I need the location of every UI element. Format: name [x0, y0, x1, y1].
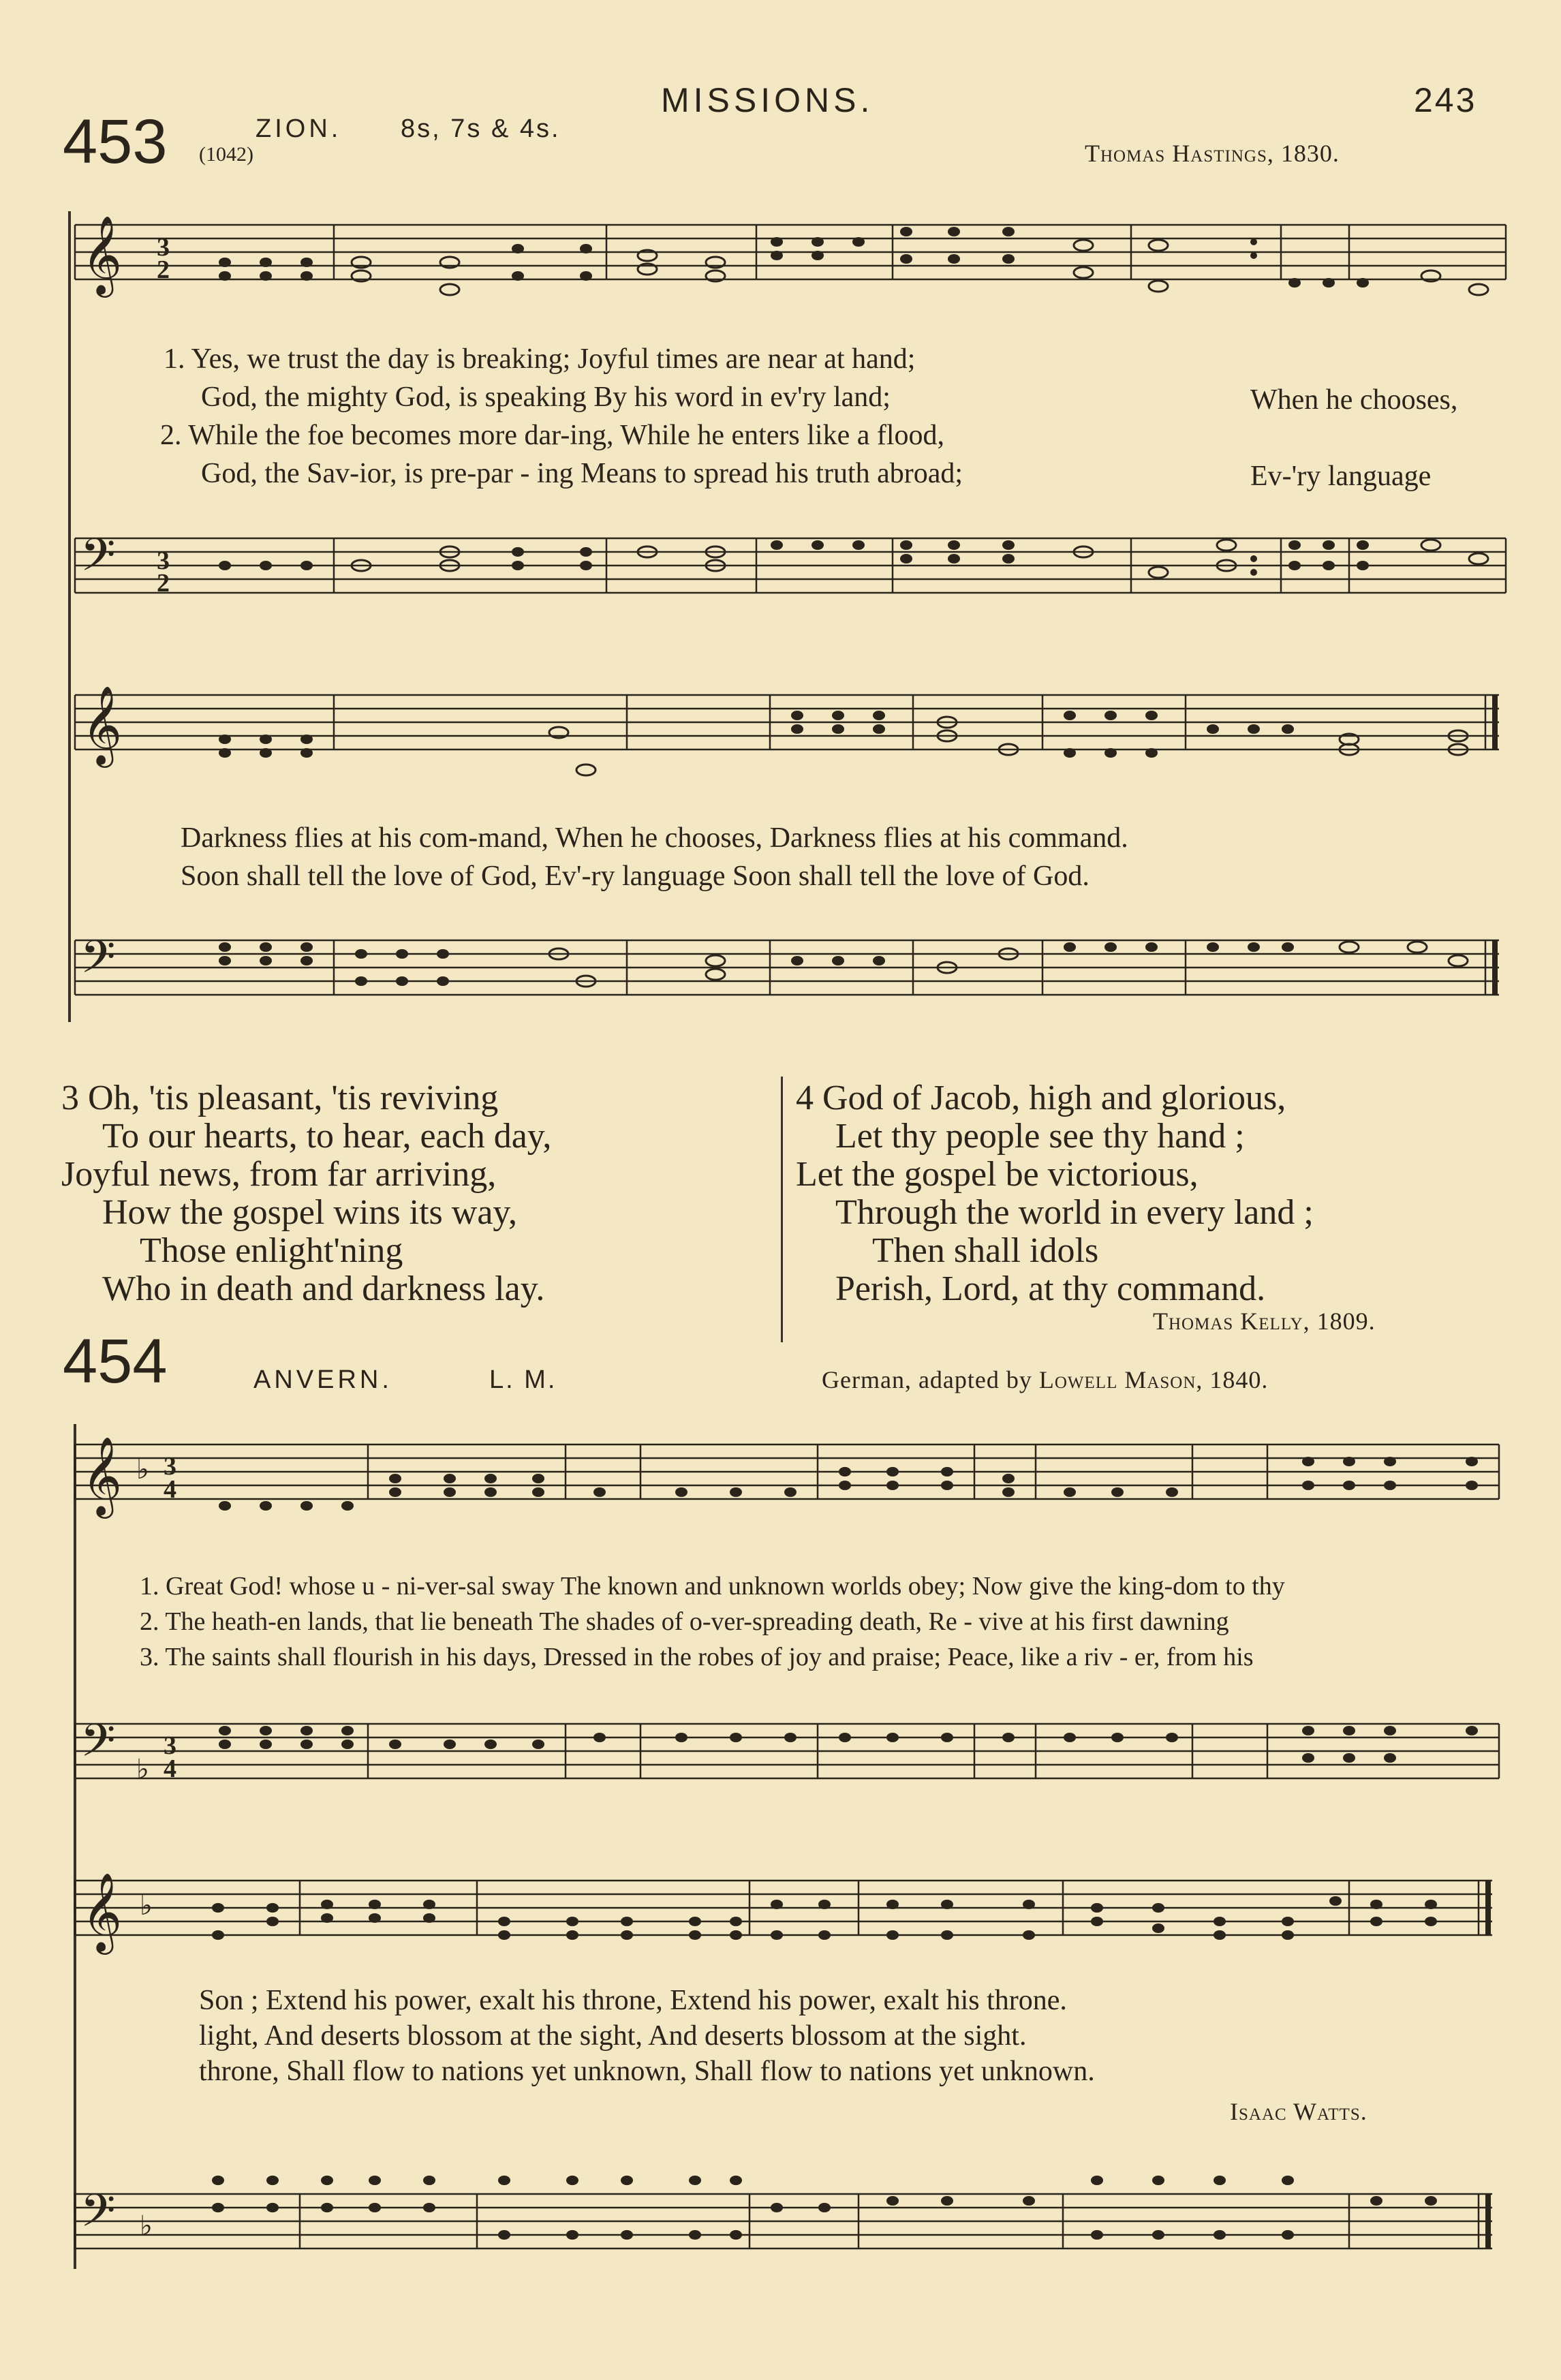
- svg-text:3: 3: [164, 1731, 176, 1760]
- composer-credit-454: [822, 1365, 1268, 1394]
- stanza-4: [796, 1079, 1314, 1308]
- stanza-4-line-3: Let the gospel be victorious,: [796, 1155, 1199, 1194]
- svg-text:𝄢: 𝄢: [80, 1714, 116, 1778]
- lyric-453-1-v2b: God, the Sav-ior, is pre-par - ing Means to spread his truth abroad;: [201, 458, 963, 489]
- svg-text:♭: ♭: [140, 2210, 153, 2242]
- svg-text:♭: ♭: [136, 1454, 149, 1485]
- stanza-3-line-4: How the gospel wins its way,: [102, 1193, 518, 1232]
- svg-text:3: 3: [157, 546, 170, 575]
- lyric-454-2-v2: light, And deserts blossom at the sight, And deserts blossom at the sight.: [199, 2020, 1027, 2052]
- lyric-453-2-v2: Soon shall tell the love of God, Ev'-ry language Soon shall tell the love of God.: [181, 861, 1089, 892]
- svg-text:2: 2: [157, 569, 170, 598]
- svg-text:♭: ♭: [136, 1754, 149, 1785]
- stanza-3-line-1: 3 Oh, 'tis pleasant, 'tis reviving: [61, 1079, 499, 1117]
- stanza-4-line-4: Through the world in every land ;: [835, 1193, 1314, 1232]
- staff-454-2-bass: [68, 2133, 1554, 2283]
- composer-year: , 1830.: [1267, 140, 1340, 167]
- svg-text:𝄢: 𝄢: [80, 2184, 116, 2248]
- page-number: 243: [1414, 81, 1477, 119]
- author-credit-453: [1153, 1307, 1376, 1335]
- lyric-454-2-v3: throne, Shall flow to nations yet unknown, Shall flow to nations yet unknown.: [199, 2056, 1095, 2087]
- refrain-start-1: When he chooses,: [1250, 384, 1458, 416]
- stanza-3-line-3: Joyful news, from far arriving,: [61, 1155, 497, 1194]
- lyric-454-2-v1: Son ; Extend his power, exalt his throne, Extend his power, exalt his throne.: [199, 1985, 1067, 2016]
- lyric-453-2-v1: Darkness flies at his com-mand, When he chooses, Darkness flies at his command.: [181, 822, 1128, 854]
- svg-text:𝄞: 𝄞: [82, 1872, 123, 1951]
- svg-text:3: 3: [164, 1452, 176, 1481]
- author-year-453: , 1809.: [1303, 1308, 1376, 1335]
- stanza-4-line-2: Let thy people see thy hand ;: [835, 1117, 1245, 1156]
- svg-text:𝄢: 𝄢: [80, 931, 116, 994]
- hymn-number-453: 453: [63, 107, 168, 176]
- svg-text:𝄞: 𝄞: [82, 685, 123, 764]
- lyric-454-1-v2: 2. The heath-en lands, that lie beneath The shades of o-ver-spreading death, Re - vive at his first dawning: [140, 1607, 1229, 1636]
- page-header: MISSIONS.: [661, 81, 874, 119]
- stanza-3-line-2: To our hearts, to hear, each day,: [102, 1117, 552, 1156]
- old-number-453: (1042): [199, 143, 253, 166]
- staff-453-2-bass: [68, 906, 1554, 1056]
- stanza-4-line-6: Perish, Lord, at thy command.: [835, 1269, 1266, 1308]
- svg-text:♭: ♭: [140, 1890, 153, 1921]
- staff-453-1-bass: [68, 504, 1554, 640]
- refrain-start-2: Ev-'ry language: [1250, 461, 1432, 492]
- stanza-4-line-5: Then shall idols: [872, 1231, 1099, 1270]
- stanza-3-line-6: Who in death and darkness lay.: [102, 1269, 545, 1308]
- credit-name-454: Lowell Mason: [1038, 1366, 1196, 1393]
- svg-text:𝄢: 𝄢: [80, 529, 116, 592]
- credit-year-454: , 1840.: [1196, 1366, 1269, 1393]
- stanza-3-line-5: Those enlight'ning: [140, 1231, 403, 1270]
- lyric-453-1-v1a: 1. Yes, we trust the day is breaking; Joyful times are near at hand;: [164, 343, 916, 375]
- credit-prefix-454: German, adapted by: [822, 1366, 1039, 1393]
- svg-text:𝄞: 𝄞: [82, 1436, 123, 1515]
- staff-454-2-treble: [68, 1846, 1554, 1996]
- lyric-454-1-v3: 3. The saints shall flourish in his days, Dressed in the robes of joy and praise; Peace, like a riv - er, from his: [140, 1643, 1254, 1671]
- composer-credit-453: [1085, 139, 1340, 168]
- staff-454-1-bass: [68, 1676, 1554, 1826]
- stanza-3: [61, 1079, 551, 1308]
- stanza-divider: [781, 1077, 783, 1342]
- composer-name: Thomas Hastings: [1085, 140, 1267, 167]
- meter-454: L. M.: [489, 1365, 557, 1394]
- stanza-4-line-1: 4 God of Jacob, high and glorious,: [796, 1079, 1286, 1117]
- tune-name-454: ANVERN.: [253, 1365, 392, 1394]
- svg-text:2: 2: [157, 256, 170, 284]
- staff-453-2-treble: [68, 675, 1554, 811]
- author-name-453: Thomas Kelly: [1153, 1308, 1303, 1335]
- hymn-number-454: 454: [63, 1327, 168, 1396]
- author-credit-454: Isaac Watts.: [1230, 2098, 1367, 2125]
- tune-name-453: ZION.: [256, 114, 342, 143]
- svg-text:𝄞: 𝄞: [82, 215, 123, 294]
- staff-453-1-treble: [68, 191, 1554, 327]
- svg-text:3: 3: [157, 233, 170, 262]
- staff-454-1-treble: [68, 1404, 1554, 1554]
- lyric-453-1-v1b: God, the mighty God, is speaking By his word in ev'ry land;: [201, 382, 891, 413]
- lyric-454-1-v1: 1. Great God! whose u - ni-ver-sal sway The known and unknown worlds obey; Now give the king-dom to thy: [140, 1572, 1285, 1601]
- meter-453: 8s, 7s & 4s.: [401, 114, 561, 143]
- lyric-453-1-v2a: 2. While the foe becomes more dar-ing, While he enters like a flood,: [160, 420, 945, 451]
- svg-text:4: 4: [164, 1755, 176, 1783]
- svg-text:4: 4: [164, 1475, 176, 1504]
